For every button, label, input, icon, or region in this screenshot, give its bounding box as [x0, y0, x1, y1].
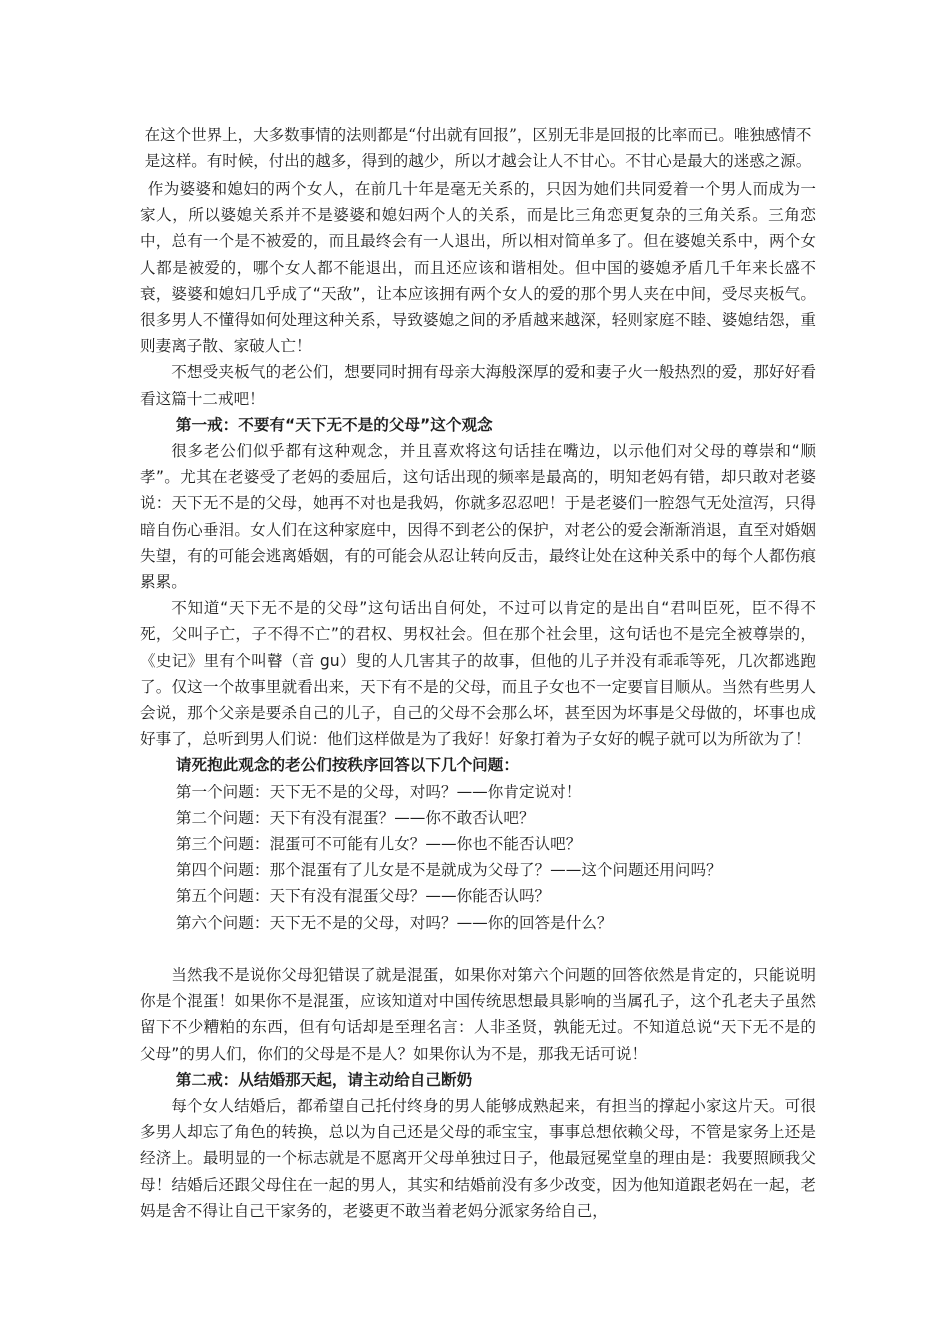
question-item: 第二个问题：天下有没有混蛋？——你不敢否认吧？	[175, 808, 535, 827]
paragraph-twelve-commandments-intro: 不想受夹板气的老公们，想要同时拥有母亲大海般深厚的爱和妻子火一般热烈的爱，那好好看看这篇十二戒吧！	[140, 363, 816, 408]
question-item: 第六个问题：天下无不是的父母，对吗？——你的回答是什么？	[175, 913, 613, 932]
question-item: 第五个问题：天下有没有混蛋父母？——你能否认吗？	[175, 887, 551, 906]
paragraph-first-commandment-2: 不知道“天下无不是的父母”这句话出自何处，不过可以肯定的是出自“君叫臣死，臣不得不死，父叫子亡，子不得不亡”的君权、男权社会。但在那个社会里，这句话也不是完全被尊崇的，《史记》里有个叫瞽（音 gu）叟的人几害其子的故事，但他的儿子并没有乖乖等死，几次都逃跑了。仅这一个故事里就看出来，天下有不是的父母，而且子女也不一定要盲目顺从。当然有些男人会说，那个父亲是要杀自己的儿子，自己的父母不会那么坏，甚至因为坏事是父母做的，坏事也成好事了，总听到男人们说：他们这样做是为了我好！好象打着为子女好的幌子就可以为所欲为了！	[140, 599, 816, 749]
blank-line	[140, 936, 816, 962]
heading-second-commandment: 第二戒：从结婚那天起，请主动给自己断奶	[175, 1070, 473, 1089]
paragraph-mother-in-law-relationship: 作为婆婆和媳妇的两个女人，在前几十年是毫无关系的，只因为她们共同爱着一个男人而成为一家人，所以婆媳关系并不是婆婆和媳妇两个人的关系，而是比三角恋更复杂的三角关系。三角恋中，总有一个是不被爱的，而且最终会有一人退出，所以相对简单多了。但在婆媳关系中，两个女人都是被爱的，哪个女人都不能退出，而且还应该和谐相处。但中国的婆媳矛盾几千年来长盛不衰，婆婆和媳妇几乎成了“天敌”，让本应该拥有两个女人的爱的那个男人夹在中间，受尽夹板气。很多男人不懂得如何处理这种关系，导致婆媳之间的矛盾越来越深，轻则家庭不睦、婆媳结怨，重则妻离子散、家破人亡！	[140, 180, 816, 356]
question-item: 第四个问题：那个混蛋有了儿女是不是就成为父母了？——这个问题还用问吗？	[175, 861, 722, 880]
article-body	[140, 176, 816, 1224]
intro-paragraph: 在这个世界上，大多数事情的法则都是“付出就有回报”，区别无非是回报的比率而已。唯独感情不是这样。有时候，付出的越多，得到的越少，所以才越会让人不甘心。不甘心是最大的迷惑之源。	[144, 126, 812, 170]
heading-first-commandment: 第一戒：不要有“天下无不是的父母”这个观念	[175, 415, 493, 434]
question-item: 第一个问题：天下无不是的父母，对吗？——你肯定说对！	[175, 782, 582, 801]
paragraph-first-commandment-1: 很多老公们似乎都有这种观念，并且喜欢将这句话挂在嘴边，以示他们对父母的尊崇和“顺孝”。尤其在老婆受了老妈的委屈后，这句话出现的频率是最高的，明知老妈有错，却只敢对老婆说：天下无不是的父母，她再不对也是我妈，你就多忍忍吧！于是老婆们一腔怨气无处渲泻，只得暗自伤心垂泪。女人们在这种家庭中，因得不到老公的保护，对老公的爱会渐渐消退，直至对婚姻失望，有的可能会逃离婚姻，有的可能会从忍让转向反击，最终让处在这种关系中的每个人都伤痕累累。	[140, 442, 816, 592]
heading-questions: 请死抱此观念的老公们按秩序回答以下几个问题：	[175, 756, 519, 775]
paragraph-second-commandment: 每个女人结婚后，都希望自己托付终身的男人能够成熟起来，有担当的撑起小家这片天。可很多男人却忘了角色的转换，总以为自己还是父母的乖宝宝，事事总想依赖父母，不管是家务上还是经济上。最明显的一个标志就是不愿离开父母单独过日子，他最冠冕堂皇的理由是：我要照顾我父母！结婚后还跟父母住在一起的男人，其实和结婚前没有多少改变，因为他知道跟老妈在一起，老妈是舍不得让自己干家务的，老婆更不敢当着老妈分派家务给自己，	[140, 1096, 816, 1220]
paragraph-first-commandment-conclusion: 当然我不是说你父母犯错误了就是混蛋，如果你对第六个问题的回答依然是肯定的，只能说明你是个混蛋！如果你不是混蛋，应该知道对中国传统思想最具影响的当属孔子，这个孔老夫子虽然留下不少糟粕的东西，但有句话却是至理名言：人非圣贤，孰能无过。不知道总说“天下无不是的父母”的男人们，你们的父母是不是人？如果你认为不是，那我无话可说！	[140, 965, 816, 1063]
document-page	[140, 122, 816, 1224]
question-item: 第三个问题：混蛋可不可能有儿女？——你也不能否认吧？	[175, 835, 582, 854]
